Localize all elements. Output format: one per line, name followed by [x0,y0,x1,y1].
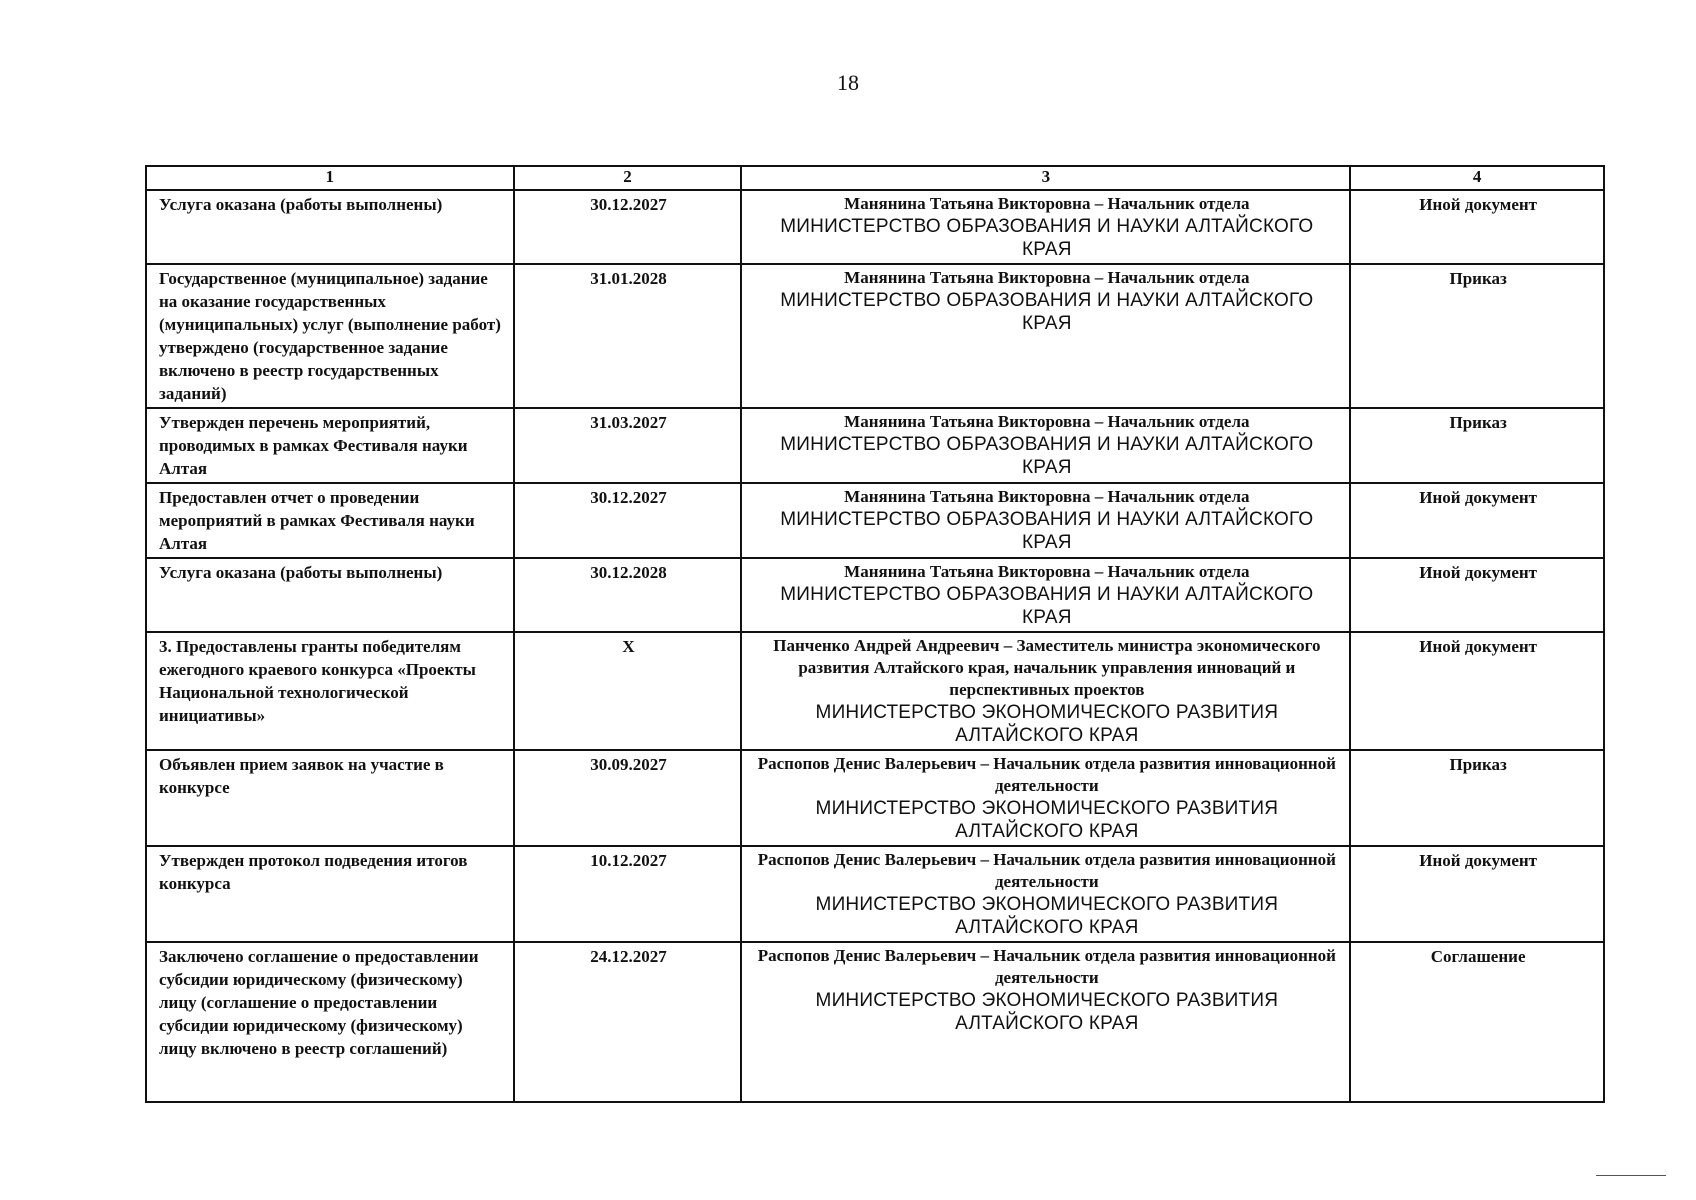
event-cell: Заключено соглашение о предоставлении субсидии юридическому (физическому) лицу (соглашение о предоставлении субсидии юридическому (физическому) лицу включено в реестр соглашений) [146,942,514,1102]
responsible-organization: МИНИСТЕРСТВО ОБРАЗОВАНИЯ И НАУКИ АЛТАЙСКОГО КРАЯ [780,216,1314,260]
responsible-cell [741,750,1350,846]
responsible-cell [741,264,1350,408]
responsible-cell [741,846,1350,942]
document-type-cell: Приказ [1350,750,1604,846]
table-header-row [146,166,1604,190]
document-type-cell: Иной документ [1350,190,1604,264]
document-type-cell: Соглашение [1350,942,1604,1102]
responsible-cell [741,408,1350,483]
responsible-organization: МИНИСТЕРСТВО ОБРАЗОВАНИЯ И НАУКИ АЛТАЙСКОГО КРАЯ [780,584,1314,628]
table-row [146,750,1604,846]
column-number-4: 4 [1350,166,1604,190]
responsible-person: Распопов Денис Валерьевич – Начальник отдела развития инновационной деятельности [757,946,1336,987]
responsible-cell [741,942,1350,1102]
event-cell: Предоставлен отчет о проведении мероприятий в рамках Фестиваля науки Алтая [146,483,514,558]
event-cell: Услуга оказана (работы выполнены) [146,190,514,264]
responsible-person: Панченко Андрей Андреевич – Заместитель министра экономического развития Алтайского края, начальник управления инноваций и перспективных проектов [773,636,1321,699]
control-points-table [145,165,1605,1103]
responsible-person: Манянина Татьяна Викторовна – Начальник отдела [844,412,1250,431]
event-cell: Государственное (муниципальное) задание на оказание государственных (муниципальных) услуг (выполнение работ) утверждено (государственное задание включено в реестр государственных заданий) [146,264,514,408]
responsible-cell [741,558,1350,632]
event-cell: 3. Предоставлены гранты победителям ежегодного краевого конкурса «Проекты Национальной технологической инициативы» [146,632,514,750]
responsible-organization: МИНИСТЕРСТВО ОБРАЗОВАНИЯ И НАУКИ АЛТАЙСКОГО КРАЯ [780,290,1314,334]
date-cell: 30.09.2027 [514,750,742,846]
table-row [146,483,1604,558]
page-number: 18 [837,70,859,95]
document-type-cell: Иной документ [1350,846,1604,942]
responsible-organization: МИНИСТЕРСТВО ЭКОНОМИЧЕСКОГО РАЗВИТИЯ АЛТАЙСКОГО КРАЯ [815,798,1279,842]
event-cell: Услуга оказана (работы выполнены) [146,558,514,632]
document-type-cell: Иной документ [1350,558,1604,632]
table-row [146,558,1604,632]
table-row [146,264,1604,408]
responsible-person: Манянина Татьяна Викторовна – Начальник отдела [844,487,1250,506]
responsible-cell [741,483,1350,558]
responsible-person: Распопов Денис Валерьевич – Начальник отдела развития инновационной деятельности [757,754,1336,795]
date-cell: 31.03.2027 [514,408,742,483]
date-cell: 24.12.2027 [514,942,742,1102]
column-number-2: 2 [514,166,742,190]
responsible-organization: МИНИСТЕРСТВО ОБРАЗОВАНИЯ И НАУКИ АЛТАЙСКОГО КРАЯ [780,434,1314,478]
date-cell: 30.12.2028 [514,558,742,632]
date-cell: 10.12.2027 [514,846,742,942]
column-number-3: 3 [741,166,1350,190]
date-cell: Х [514,632,742,750]
responsible-person: Распопов Денис Валерьевич – Начальник отдела развития инновационной деятельности [757,850,1336,891]
table-row [146,190,1604,264]
responsible-organization: МИНИСТЕРСТВО ЭКОНОМИЧЕСКОГО РАЗВИТИЯ АЛТАЙСКОГО КРАЯ [815,894,1279,938]
responsible-organization: МИНИСТЕРСТВО ОБРАЗОВАНИЯ И НАУКИ АЛТАЙСКОГО КРАЯ [780,509,1314,553]
document-type-cell: Иной документ [1350,483,1604,558]
footer-rule [1596,1175,1666,1176]
event-cell: Утвержден перечень мероприятий, проводимых в рамках Фестиваля науки Алтая [146,408,514,483]
table-row [146,632,1604,750]
responsible-cell [741,632,1350,750]
column-number-1: 1 [146,166,514,190]
responsible-person: Манянина Татьяна Викторовна – Начальник отдела [844,194,1250,213]
document-type-cell: Приказ [1350,264,1604,408]
event-cell: Утвержден протокол подведения итогов конкурса [146,846,514,942]
date-cell: 30.12.2027 [514,483,742,558]
responsible-cell [741,190,1350,264]
document-type-cell: Иной документ [1350,632,1604,750]
table-row [146,942,1604,1102]
event-cell: Объявлен прием заявок на участие в конкурсе [146,750,514,846]
date-cell: 30.12.2027 [514,190,742,264]
responsible-organization: МИНИСТЕРСТВО ЭКОНОМИЧЕСКОГО РАЗВИТИЯ АЛТАЙСКОГО КРАЯ [815,702,1279,746]
date-cell: 31.01.2028 [514,264,742,408]
table-row [146,846,1604,942]
table-row [146,408,1604,483]
document-type-cell: Приказ [1350,408,1604,483]
responsible-organization: МИНИСТЕРСТВО ЭКОНОМИЧЕСКОГО РАЗВИТИЯ АЛТАЙСКОГО КРАЯ [815,990,1279,1034]
responsible-person: Манянина Татьяна Викторовна – Начальник отдела [844,562,1250,581]
responsible-person: Манянина Татьяна Викторовна – Начальник отдела [844,268,1250,287]
